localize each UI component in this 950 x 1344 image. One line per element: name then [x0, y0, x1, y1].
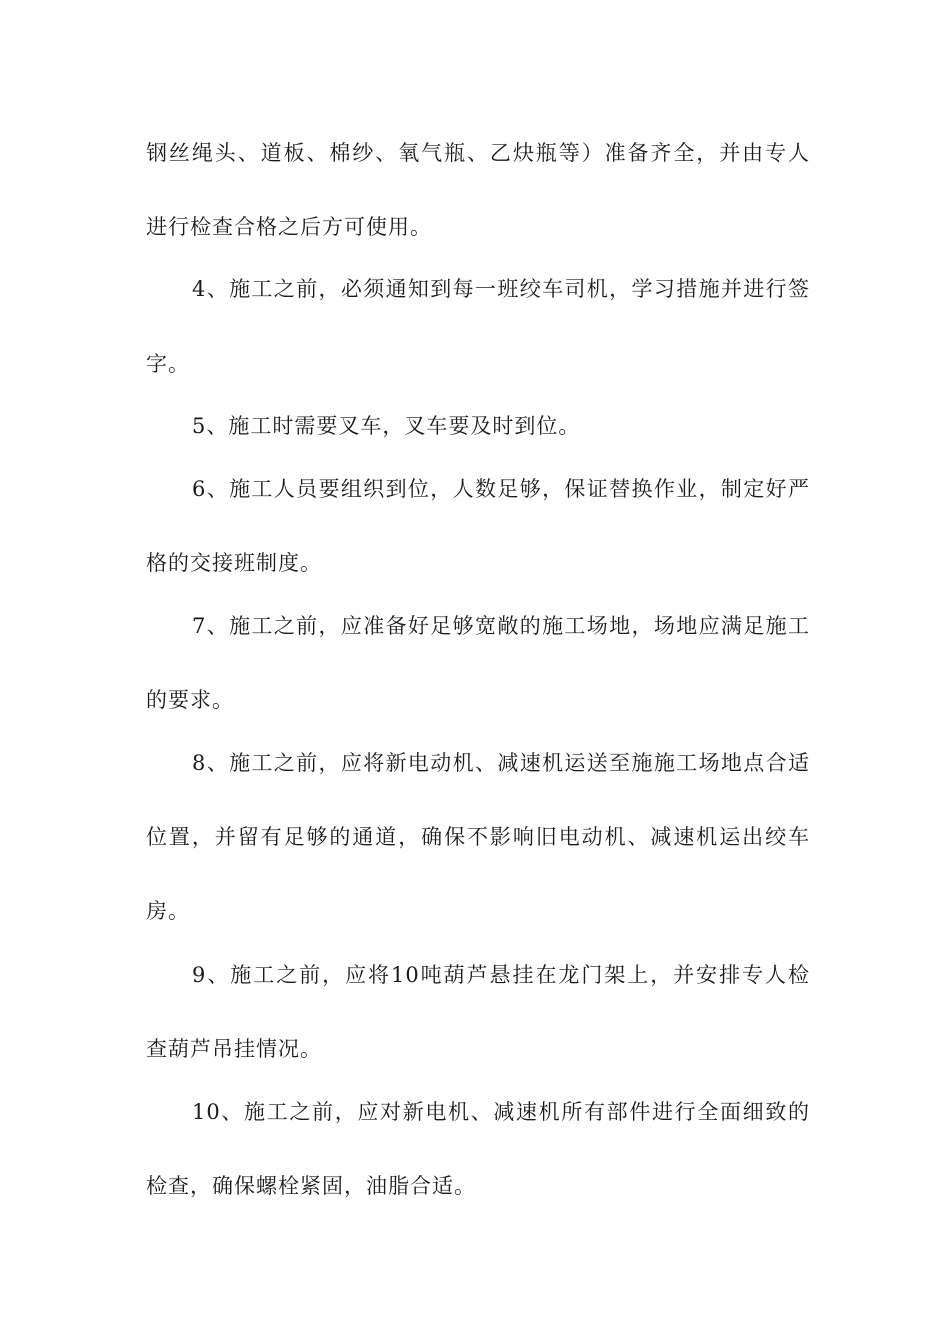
paragraph-item-4: 4、施工之前，必须通知到每一班绞车司机，学习措施并进行签 — [192, 277, 810, 301]
text-line: 位置，并留有足够的通道，确保不影响旧电动机、减速机运出绞车 — [146, 825, 810, 849]
text-line: 字。 — [146, 352, 190, 376]
text-line: 进行检查合格之后方可使用。 — [146, 215, 432, 239]
paragraph-item-5: 5、施工时需要叉车，叉车要及时到位。 — [192, 414, 581, 438]
text-line: 钢丝绳头、道板、棉纱、氧气瓶、乙炔瓶等）准备齐全，并由专人 — [146, 141, 810, 165]
paragraph-item-7: 7、施工之前，应准备好足够宽敞的施工场地，场地应满足施工 — [192, 614, 810, 638]
paragraph-item-8: 8、施工之前，应将新电动机、减速机运送至施施工场地点合适 — [192, 751, 810, 775]
text-line: 房。 — [146, 899, 190, 923]
text-line: 检查，确保螺栓紧固，油脂合适。 — [146, 1174, 476, 1198]
text-line: 格的交接班制度。 — [146, 551, 322, 575]
text-line: 的要求。 — [146, 688, 234, 712]
paragraph-item-10: 10、施工之前，应对新电机、减速机所有部件进行全面细致的 — [192, 1100, 810, 1124]
text-line: 查葫芦吊挂情况。 — [146, 1037, 322, 1061]
paragraph-item-9: 9、施工之前，应将10吨葫芦悬挂在龙门架上，并安排专人检 — [192, 963, 810, 987]
paragraph-item-6: 6、施工人员要组织到位，人数足够，保证替换作业，制定好严 — [192, 477, 810, 501]
